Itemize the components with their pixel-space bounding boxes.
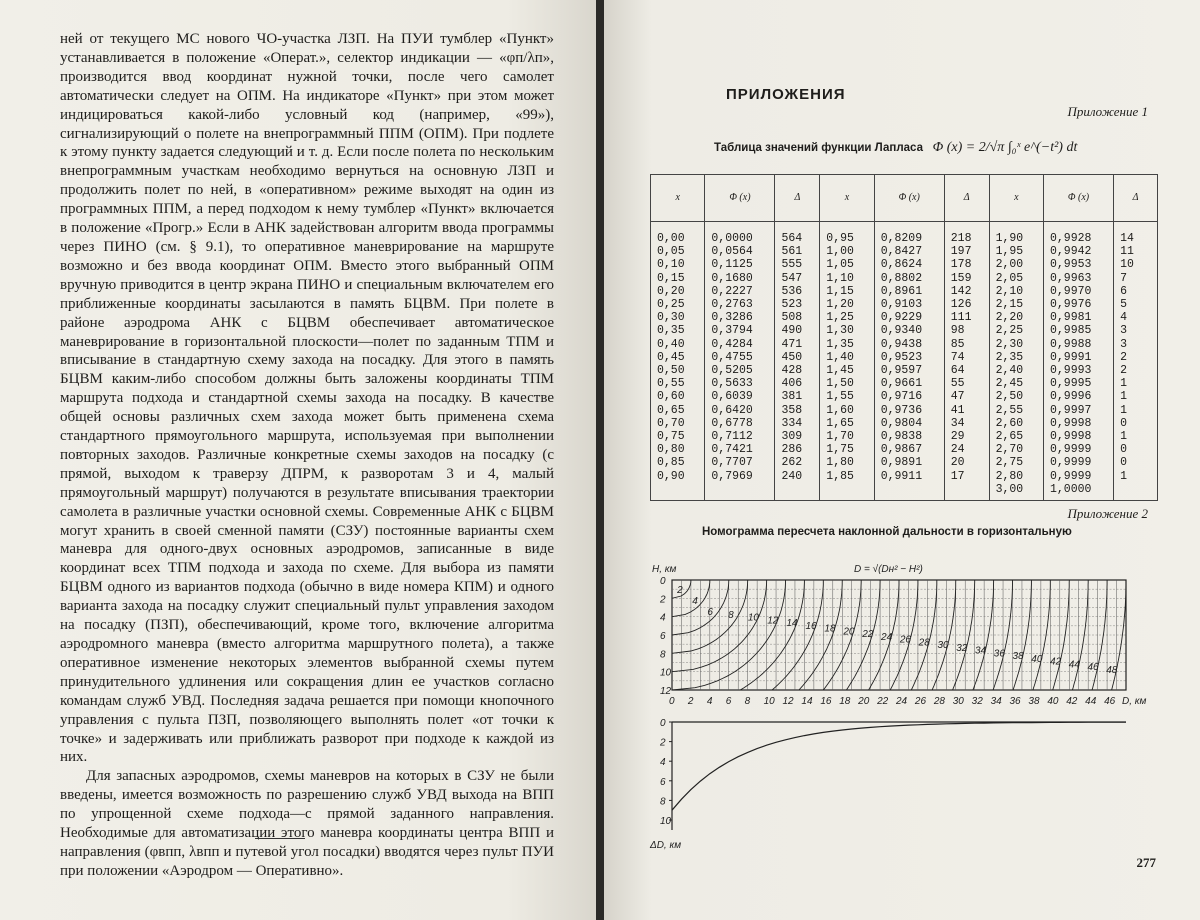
nomogram-caption: Номограмма пересчета наклонной дальности в горизонтальную <box>702 526 1072 538</box>
nomo-x-tick: 24 <box>896 696 908 707</box>
nomo-x-tick: 8 <box>744 696 751 707</box>
nomo-x-tick: 22 <box>877 696 889 707</box>
nomo-curve-label: 18 <box>824 623 836 635</box>
nomo-curve-label: 22 <box>862 629 874 640</box>
nomo-x-tick: 2 <box>687 696 694 707</box>
left-page <box>0 0 596 920</box>
nomogram <box>624 550 1164 850</box>
laplace-table <box>650 174 1158 501</box>
nomo-y-tick: 4 <box>660 612 666 624</box>
nomo-curve-label: 32 <box>956 642 968 654</box>
nomo-x-tick: 10 <box>763 696 775 707</box>
nomo-curve-label: 38 <box>1012 651 1024 662</box>
header-x-2: x <box>820 175 874 222</box>
column-x-2: 0,95 1,00 1,05 1,10 1,15 1,20 1,25 1,30 1,35 1,40 1,45 1,50 1,55 1,60 1,65 1,70 1,75 1,80 1,85 <box>820 222 874 501</box>
nomo-curve-label: 34 <box>975 645 987 657</box>
nomo-y-tick: 6 <box>660 631 666 642</box>
nomo-x-tick: 20 <box>858 696 870 707</box>
header-phi-1: Φ (x) <box>705 175 775 222</box>
column-delta-1: 564 561 555 547 536 523 508 490 471 450 428 406 381 358 334 309 286 262 240 <box>775 222 820 501</box>
footnote-rule <box>255 838 305 839</box>
nomo-x-tick: 44 <box>1085 696 1097 707</box>
nomo-y-label: H, км <box>652 564 677 575</box>
nomo-x-tick: 30 <box>952 696 964 707</box>
nomo-curve-label: 36 <box>993 648 1005 660</box>
nomo-curve-label: 26 <box>899 634 911 646</box>
lower-y-tick: 8 <box>660 796 666 808</box>
nomo-curve-label: 12 <box>767 615 779 627</box>
table-body-row <box>651 222 1158 501</box>
appendix-1-label: Приложение 1 <box>1067 104 1148 119</box>
header-phi-2: Φ (x) <box>874 175 944 222</box>
laplace-formula: Φ (x) = 2/√π ∫₀ˣ e^(−t²) dt <box>932 140 1078 155</box>
header-delta-2: Δ <box>944 175 989 222</box>
nomo-x-tick: 18 <box>839 696 851 707</box>
nomo-y-tick: 0 <box>660 576 666 587</box>
appendix-2-label: Приложение 2 <box>1067 506 1148 521</box>
book-spine <box>596 0 604 920</box>
nomo-formula: D = √(Dн² − H²) <box>854 564 923 575</box>
nomo-y-tick: 12 <box>660 686 672 697</box>
nomo-curve-label: 10 <box>747 612 759 624</box>
nomo-x-tick: 40 <box>1047 696 1059 707</box>
column-phi-1: 0,0000 0,0564 0,1125 0,1680 0,2227 0,2763 0,3286 0,3794 0,4284 0,4755 0,5205 0,5633 0,6039 0,6420 0,6778 0,7112 0,7421 0,7707 0,7969 <box>705 222 775 501</box>
lower-y-tick: 10 <box>660 816 672 827</box>
column-delta-3: 14 11 10 7 6 5 4 3 3 2 2 1 1 1 0 1 0 0 1 <box>1114 222 1158 501</box>
lower-curve <box>672 722 1126 810</box>
nomo-x-tick: 14 <box>801 696 813 707</box>
nomo-x-tick: 12 <box>782 696 794 707</box>
lower-y-label: ΔD, км <box>650 840 682 850</box>
nomo-x-tick: 34 <box>990 696 1002 707</box>
nomo-curve-label: 20 <box>843 626 855 638</box>
nomo-x-tick: 26 <box>914 696 927 707</box>
header-x-1: x <box>651 175 705 222</box>
nomo-y-tick: 2 <box>660 594 666 606</box>
nomo-y-tick: 10 <box>660 667 672 679</box>
header-delta-1: Δ <box>775 175 820 222</box>
paragraph-2: Для запасных аэродромов, схемы маневров на которых в СЗУ не были введены, имеется возможность по разрешению служб УВД выхода на ВПП по упрощенной схеме подхода—с прямой заданного направления. Необходимые для автоматизации этого маневра координаты центра ВПП и направления (φвпп, λвпп и путевой угол посадки) вводятся через пульт ПУИ при положении «Аэродром — Оперативно». <box>60 768 554 879</box>
column-phi-3: 0,9928 0,9942 0,9953 0,9963 0,9970 0,9976 0,9981 0,9985 0,9988 0,9991 0,9993 0,9995 0,9996 0,9997 0,9998 0,9998 0,9999 0,9999 0,9999 1,0000 <box>1043 222 1113 501</box>
nomo-curve-label: 48 <box>1106 664 1118 676</box>
nomo-y-tick: 8 <box>660 649 666 661</box>
lower-y-tick: 2 <box>660 737 666 749</box>
nomo-x-tick: 4 <box>706 696 713 707</box>
nomo-curve-label: 2 <box>677 585 683 596</box>
nomo-x-tick: 32 <box>971 696 983 707</box>
lower-y-tick: 6 <box>660 776 666 788</box>
right-page <box>604 0 1200 920</box>
nomo-curve-label: 4 <box>692 596 698 607</box>
appendices-heading: ПРИЛОЖЕНИЯ <box>726 86 846 103</box>
header-x-3: x <box>989 175 1043 222</box>
lower-y-tick: 0 <box>660 718 666 729</box>
nomo-x-tick: 0 <box>669 696 675 707</box>
nomo-curve-label: 42 <box>1050 656 1062 668</box>
header-delta-3: Δ <box>1114 175 1158 222</box>
nomo-x-tick: 6 <box>725 696 732 707</box>
nomo-curve-label: 8 <box>728 609 734 621</box>
nomo-x-tick: 28 <box>933 696 945 707</box>
column-x-1: 0,00 0,05 0,10 0,15 0,20 0,25 0,30 0,35 0,40 0,45 0,50 0,55 0,60 0,65 0,70 0,75 0,80 0,85 0,90 <box>651 222 705 501</box>
nomo-curve-label: 28 <box>918 637 930 649</box>
nomo-curve-label: 40 <box>1031 653 1043 665</box>
column-delta-2: 218 197 178 159 142 126 111 98 85 74 64 55 47 41 34 29 24 20 17 <box>944 222 989 501</box>
column-phi-2: 0,8209 0,8427 0,8624 0,8802 0,8961 0,9103 0,9229 0,9340 0,9438 0,9523 0,9597 0,9661 0,9716 0,9736 0,9804 0,9838 0,9867 0,9891 0,9911 <box>874 222 944 501</box>
nomo-curve-label: 14 <box>786 618 798 629</box>
header-phi-3: Φ (x) <box>1043 175 1113 222</box>
nomo-curve-label: 16 <box>805 620 817 632</box>
nomo-curve-label: 46 <box>1087 662 1099 673</box>
table-header-row <box>651 175 1158 222</box>
nomo-curve-label: 6 <box>707 607 713 618</box>
nomo-curve-label: 30 <box>937 640 949 651</box>
column-x-3: 1,90 1,95 2,00 2,05 2,10 2,15 2,20 2,25 2,30 2,35 2,40 2,45 2,50 2,55 2,60 2,65 2,70 2,75 2,80 3,00 <box>989 222 1043 501</box>
nomo-x-tick: 46 <box>1104 696 1116 707</box>
lower-y-tick: 4 <box>660 757 666 769</box>
paragraph-1: ней от текущего МС нового ЧО-участка ЛЗП. На ПУИ тумблер «Пункт» устанавливается в положение «Операт.», селектор индикации — «φп/λп», производится ввод координат нужной точки, после чего самолет автоматически следует на ОПМ. На индикаторе «Пункт» при этом может индицироваться какой-либо условный код (например, «99»), сигнализирующий о полете на внепрограммный ППМ (ОПМ). При подлете к этому пункту задается следующий и т. д. Если после полета по нескольким внепрограммным участкам необходимо вернуться на основную ЛЗП и продолжить полет по ней, в «оперативном» режиме выходят на один из программных ППМ, а перед подходом к нему тумблер «Пункт» включается в положение «Прогр.» Если в АНК задействован алгоритм ввода программы через ПИНО (см. § 9.1), то оперативное маневрирование на маршруте возможно и без ввода координат ОПМ. Вместо этого выбранный ОПМ вручную приводится в центр экрана ПИНО и специальным включателем его приближенные координаты засылаются в память БЦВМ. При полете в районе аэродрома АНК с БЦВМ обеспечивает автоматическое маневрирование в горизонтальной плоскости—полет по заданным ТПМ и вписывание в стандартную схему захода на посадку. Для этого в память БЦВМ каким-либо способом должны быть заложены координаты ТПМ маршрута подхода и стандартной схемы захода на посадку. В качестве общей основы различных схем захода может быть применена схема стандартного прямоугольного маршрута, используемая при выполнении повторных заходов. Различные конкретные схемы заходов на посадку (с прямой, выходом к траверзу ДПРМ, к разворотам 3 и 4, малый прямоугольный маршрут) получаются в результате вписывания траектории самолета в различные участки основной схемы. Современные АНК с БЦВМ могут хранить в своей сменной памяти (СЗУ) постоянные варианты схем маневра для одного-двух основных аэродромов, записанные в виде координат всех ТПМ подхода и захода по схеме. Для выбора из памяти БЦВМ одного из вариантов подхода (обычно в виде номера КПМ) и одного варианта захода на посадку служит специальный пульт управления заходом на посадку (ПЗП), обеспечивающий, кроме того, включение алгоритма аэродромного маневра (вместо алгоритма маршрутного полета), а также оперативное изменение некоторых элементов выбранной схемы путем принудительного удлинения или сокращения длин ее участков согласно командам служб УВД. Последняя задача решается при помощи кнопочного управления с пульта ПЗП, позволяющего выполнять полет «от точки к точке» и задерживать или приближать разворот при подходе к каждой из них. <box>60 31 554 766</box>
nomo-curve-label: 24 <box>881 631 893 643</box>
nomo-x-tick: 16 <box>820 696 832 707</box>
nomo-x-tick: 38 <box>1028 696 1040 707</box>
nomo-curve <box>973 580 994 690</box>
table-caption-text: Таблица значений функции Лапласа <box>714 142 923 154</box>
table-caption <box>714 140 1077 156</box>
left-page-text <box>60 30 554 881</box>
page-number: 277 <box>1136 855 1156 870</box>
nomo-x-tick: 42 <box>1066 696 1078 707</box>
nomo-x-tick: 36 <box>1009 696 1021 707</box>
nomo-curve-label: 44 <box>1068 659 1080 671</box>
nomo-x-label: D, км <box>1122 696 1147 707</box>
